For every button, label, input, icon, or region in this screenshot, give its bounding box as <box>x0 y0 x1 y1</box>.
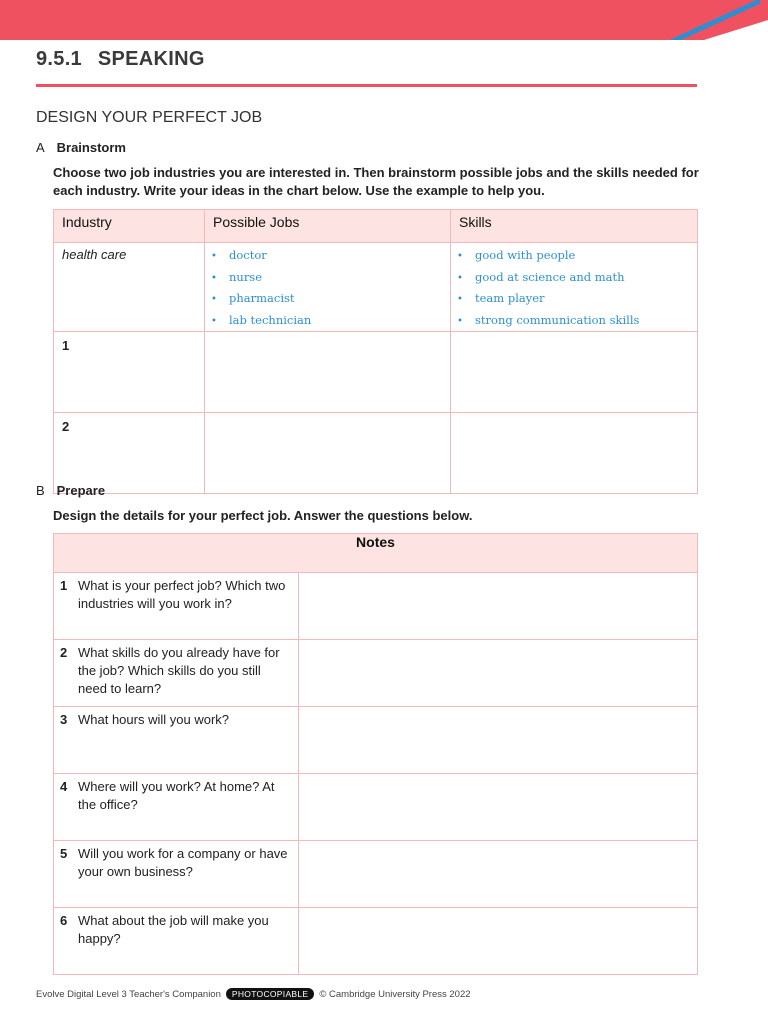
section-b-heading <box>36 483 105 498</box>
question-2: 2 What skills do you already have for the job? Which skills do you still need to learn? <box>54 640 299 707</box>
table-row <box>54 332 698 413</box>
brainstorm-chart <box>53 209 698 494</box>
example-jobs-cell <box>205 243 451 332</box>
table-row <box>54 573 698 640</box>
notes-cell-4[interactable] <box>299 774 698 841</box>
example-row <box>54 243 698 332</box>
brainstorm-header-row <box>54 210 698 243</box>
list-item: • good at science and math <box>457 269 625 284</box>
list-item: • good with people <box>457 248 576 262</box>
notes-cell-5[interactable] <box>299 841 698 908</box>
page-footer <box>36 988 471 1000</box>
table-row <box>54 841 698 908</box>
table-row <box>54 413 698 494</box>
section-a-name: Brainstorm <box>56 140 126 155</box>
row-number-1: 1 <box>54 332 205 413</box>
skills-answer-cell-1[interactable] <box>451 332 698 413</box>
activity-title: DESIGN YOUR PERFECT JOB <box>36 109 263 126</box>
question-1: 1 What is your perfect job? Which two industries will you work in? <box>54 573 299 640</box>
list-item: • strong communication skills <box>457 312 640 327</box>
skills-answer-cell-2[interactable] <box>451 413 698 494</box>
footer-copyright: © Cambridge University Press 2022 <box>319 988 471 1000</box>
list-item: • team player <box>457 291 545 305</box>
question-4: 4 Where will you work? At home? At the office? <box>54 774 299 841</box>
table-row <box>54 707 698 774</box>
example-industry: health care <box>54 243 205 332</box>
section-b-instructions: Design the details for your perfect job. Answer the questions below. <box>53 508 473 523</box>
jobs-answer-cell-1[interactable] <box>205 332 451 413</box>
photocopiable-badge: PHOTOCOPIABLE <box>226 988 315 1000</box>
section-a-instructions: Choose two job industries you are interested in. Then brainstorm possible jobs and the skills needed for each industry. Write your ideas in the chart below. Use the example to help you. <box>53 165 699 198</box>
section-b-letter: B <box>36 483 45 498</box>
col-jobs-header: Possible Jobs <box>205 210 451 243</box>
notes-cell-2[interactable] <box>299 640 698 707</box>
table-row <box>54 640 698 707</box>
question-3: 3 What hours will you work? <box>54 707 299 774</box>
question-6: 6 What about the job will make you happy? <box>54 908 299 975</box>
example-skills-cell <box>451 243 698 332</box>
prepare-table <box>53 533 698 975</box>
list-item: • lab technician <box>211 312 312 327</box>
question-5: 5 Will you work for a company or have your own business? <box>54 841 299 908</box>
section-title: SPEAKING <box>97 48 205 70</box>
notes-header: Notes <box>54 534 698 573</box>
section-number: 9.5.1 <box>36 48 82 70</box>
notes-cell-6[interactable] <box>299 908 698 975</box>
jobs-answer-cell-2[interactable] <box>205 413 451 494</box>
section-a-letter: A <box>36 140 45 155</box>
row-number-2: 2 <box>54 413 205 494</box>
prepare-header-row <box>54 534 698 573</box>
col-skills-header: Skills <box>451 210 698 243</box>
section-b-name: Prepare <box>56 483 106 498</box>
notes-cell-3[interactable] <box>299 707 698 774</box>
list-item: • doctor <box>211 248 267 262</box>
page-title <box>36 48 205 71</box>
notes-cell-1[interactable] <box>299 573 698 640</box>
title-divider <box>36 84 697 87</box>
table-row <box>54 774 698 841</box>
section-a-heading <box>36 140 126 155</box>
footer-book-title: Evolve Digital Level 3 Teacher's Companion <box>36 988 221 1000</box>
corner-arrow-graphic <box>608 0 768 40</box>
col-industry-header: Industry <box>54 210 205 243</box>
table-row <box>54 908 698 975</box>
list-item: • pharmacist <box>211 291 295 305</box>
list-item: • nurse <box>211 269 263 284</box>
